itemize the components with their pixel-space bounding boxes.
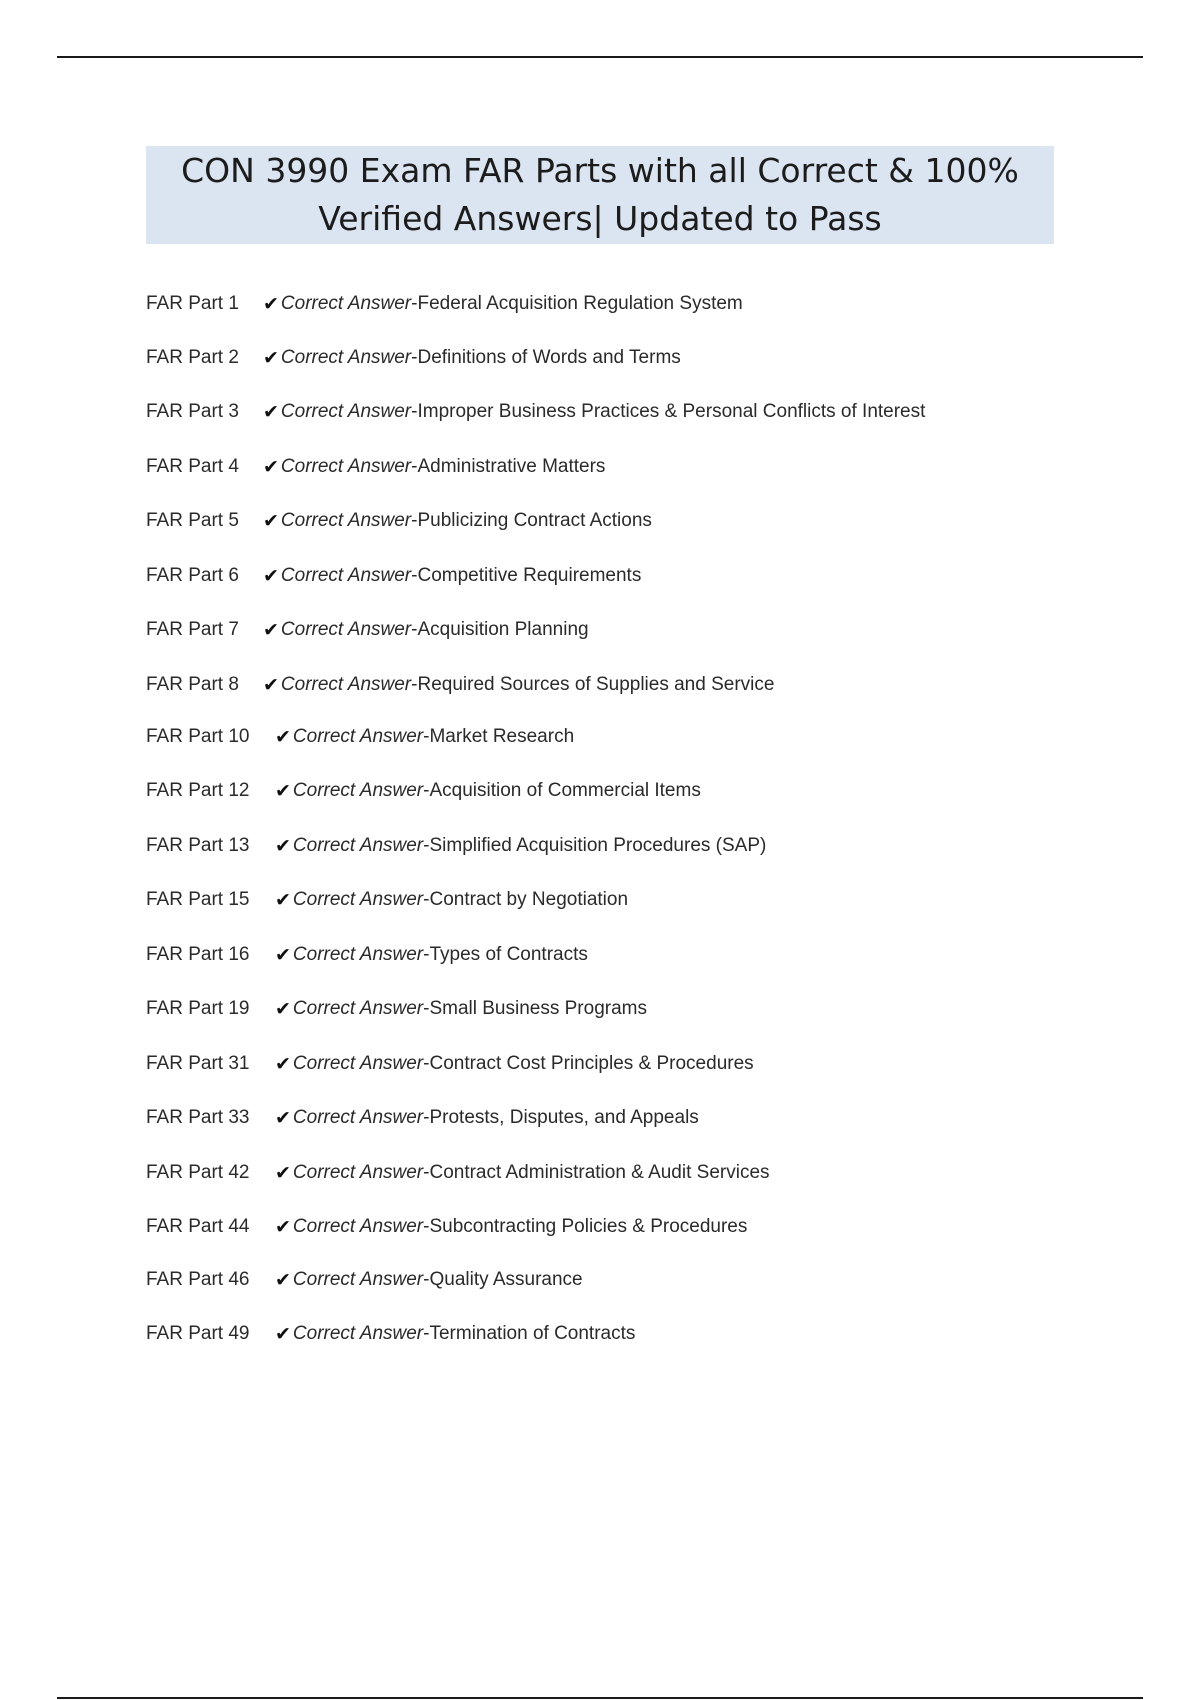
item-answer: Quality Assurance bbox=[429, 1269, 583, 1290]
item-answer: Federal Acquisition Regulation System bbox=[417, 293, 743, 314]
answer-label: Correct Answer bbox=[292, 889, 424, 910]
check-icon: ✔ bbox=[275, 1053, 291, 1075]
list-item bbox=[146, 616, 589, 644]
list-item bbox=[146, 344, 681, 372]
answer-label: Correct Answer bbox=[280, 347, 412, 368]
answer-label: Correct Answer bbox=[292, 1216, 424, 1237]
item-term: FAR Part 12 bbox=[146, 780, 250, 801]
answer-label: Correct Answer bbox=[280, 674, 412, 695]
item-answer: Market Research bbox=[429, 726, 575, 747]
title-banner bbox=[146, 146, 1054, 244]
item-answer: Contract Administration & Audit Services bbox=[429, 1162, 770, 1183]
item-term: FAR Part 15 bbox=[146, 889, 250, 910]
answer-separator: - bbox=[423, 1216, 430, 1237]
item-term: FAR Part 3 bbox=[146, 401, 239, 422]
check-icon: ✔ bbox=[263, 510, 279, 532]
answer-separator: - bbox=[411, 456, 418, 477]
answer-separator: - bbox=[423, 726, 430, 747]
item-term: FAR Part 46 bbox=[146, 1269, 250, 1290]
item-term: FAR Part 6 bbox=[146, 565, 239, 586]
item-answer: Types of Contracts bbox=[429, 944, 588, 965]
item-term: FAR Part 2 bbox=[146, 347, 239, 368]
list-item bbox=[146, 1159, 770, 1187]
answer-label: Correct Answer bbox=[292, 1162, 424, 1183]
answer-separator: - bbox=[423, 1107, 430, 1128]
top-rule bbox=[57, 56, 1143, 58]
check-icon: ✔ bbox=[275, 944, 291, 966]
check-icon: ✔ bbox=[275, 1269, 291, 1291]
answer-separator: - bbox=[423, 1323, 430, 1344]
item-answer: Acquisition Planning bbox=[417, 619, 589, 640]
answer-label: Correct Answer bbox=[292, 835, 424, 856]
answer-separator: - bbox=[411, 619, 418, 640]
answer-label: Correct Answer bbox=[292, 998, 424, 1019]
check-icon: ✔ bbox=[275, 1162, 291, 1184]
answer-label: Correct Answer bbox=[280, 456, 412, 477]
item-term: FAR Part 8 bbox=[146, 674, 239, 695]
item-term: FAR Part 16 bbox=[146, 944, 250, 965]
list-item bbox=[146, 886, 628, 914]
item-term: FAR Part 7 bbox=[146, 619, 239, 640]
list-item bbox=[146, 1104, 699, 1132]
item-answer: Small Business Programs bbox=[429, 998, 647, 1019]
item-answer: Definitions of Words and Terms bbox=[417, 347, 681, 368]
item-answer: Acquisition of Commercial Items bbox=[429, 780, 701, 801]
check-icon: ✔ bbox=[263, 456, 279, 478]
item-answer: Required Sources of Supplies and Service bbox=[417, 674, 775, 695]
list-item bbox=[146, 723, 574, 751]
item-term: FAR Part 1 bbox=[146, 293, 239, 314]
list-item bbox=[146, 671, 774, 699]
bottom-rule bbox=[57, 1697, 1143, 1699]
answer-label: Correct Answer bbox=[280, 293, 412, 314]
item-term: FAR Part 42 bbox=[146, 1162, 250, 1183]
check-icon: ✔ bbox=[263, 565, 279, 587]
item-term: FAR Part 33 bbox=[146, 1107, 250, 1128]
answer-separator: - bbox=[423, 1162, 430, 1183]
answer-label: Correct Answer bbox=[292, 780, 424, 801]
item-answer: Administrative Matters bbox=[417, 456, 606, 477]
list-item bbox=[146, 1213, 747, 1241]
list-item bbox=[146, 995, 647, 1023]
answer-label: Correct Answer bbox=[292, 944, 424, 965]
answer-separator: - bbox=[423, 1269, 430, 1290]
check-icon: ✔ bbox=[275, 780, 291, 802]
list-item bbox=[146, 453, 605, 481]
list-item bbox=[146, 777, 701, 805]
item-answer: Subcontracting Policies & Procedures bbox=[429, 1216, 748, 1237]
list-item bbox=[146, 1050, 754, 1078]
list-item bbox=[146, 398, 925, 426]
check-icon: ✔ bbox=[263, 619, 279, 641]
answer-label: Correct Answer bbox=[292, 726, 424, 747]
answer-label: Correct Answer bbox=[280, 565, 412, 586]
item-answer: Competitive Requirements bbox=[417, 565, 642, 586]
title-line-1: CON 3990 Exam FAR Parts with all Correct & 100% bbox=[181, 151, 1019, 190]
answer-separator: - bbox=[423, 835, 430, 856]
item-term: FAR Part 13 bbox=[146, 835, 250, 856]
answer-separator: - bbox=[411, 510, 418, 531]
check-icon: ✔ bbox=[275, 1323, 291, 1345]
check-icon: ✔ bbox=[275, 835, 291, 857]
answer-label: Correct Answer bbox=[292, 1053, 424, 1074]
item-term: FAR Part 10 bbox=[146, 726, 250, 747]
answer-label: Correct Answer bbox=[292, 1107, 424, 1128]
item-answer: Termination of Contracts bbox=[429, 1323, 636, 1344]
item-answer: Protests, Disputes, and Appeals bbox=[429, 1107, 699, 1128]
title-line-2: Verified Answers| Updated to Pass bbox=[318, 199, 882, 238]
check-icon: ✔ bbox=[275, 889, 291, 911]
item-answer: Simplified Acquisition Procedures (SAP) bbox=[429, 835, 767, 856]
list-item bbox=[146, 1320, 635, 1348]
item-term: FAR Part 19 bbox=[146, 998, 250, 1019]
answer-separator: - bbox=[411, 401, 418, 422]
item-term: FAR Part 44 bbox=[146, 1216, 250, 1237]
check-icon: ✔ bbox=[275, 1107, 291, 1129]
check-icon: ✔ bbox=[263, 674, 279, 696]
answer-separator: - bbox=[423, 780, 430, 801]
list-item bbox=[146, 832, 766, 860]
list-item bbox=[146, 1266, 583, 1294]
check-icon: ✔ bbox=[263, 347, 279, 369]
answer-separator: - bbox=[411, 565, 418, 586]
check-icon: ✔ bbox=[275, 726, 291, 748]
answer-label: Correct Answer bbox=[292, 1269, 424, 1290]
answer-label: Correct Answer bbox=[280, 401, 412, 422]
list-item bbox=[146, 507, 652, 535]
answer-label: Correct Answer bbox=[292, 1323, 424, 1344]
answer-separator: - bbox=[411, 293, 418, 314]
check-icon: ✔ bbox=[263, 293, 279, 315]
list-item bbox=[146, 562, 641, 590]
item-term: FAR Part 5 bbox=[146, 510, 239, 531]
answer-separator: - bbox=[423, 998, 430, 1019]
item-answer: Contract Cost Principles & Procedures bbox=[429, 1053, 754, 1074]
check-icon: ✔ bbox=[275, 1216, 291, 1238]
answer-separator: - bbox=[411, 674, 418, 695]
answer-separator: - bbox=[411, 347, 418, 368]
answer-separator: - bbox=[423, 1053, 430, 1074]
answer-label: Correct Answer bbox=[280, 619, 412, 640]
item-term: FAR Part 49 bbox=[146, 1323, 250, 1344]
item-term: FAR Part 4 bbox=[146, 456, 239, 477]
item-answer: Improper Business Practices & Personal Conflicts of Interest bbox=[417, 401, 926, 422]
item-term: FAR Part 31 bbox=[146, 1053, 250, 1074]
item-answer: Publicizing Contract Actions bbox=[417, 510, 652, 531]
item-answer: Contract by Negotiation bbox=[429, 889, 629, 910]
answer-separator: - bbox=[423, 944, 430, 965]
list-item bbox=[146, 290, 743, 318]
answer-separator: - bbox=[423, 889, 430, 910]
check-icon: ✔ bbox=[275, 998, 291, 1020]
check-icon: ✔ bbox=[263, 401, 279, 423]
list-item bbox=[146, 941, 588, 969]
answer-label: Correct Answer bbox=[280, 510, 412, 531]
